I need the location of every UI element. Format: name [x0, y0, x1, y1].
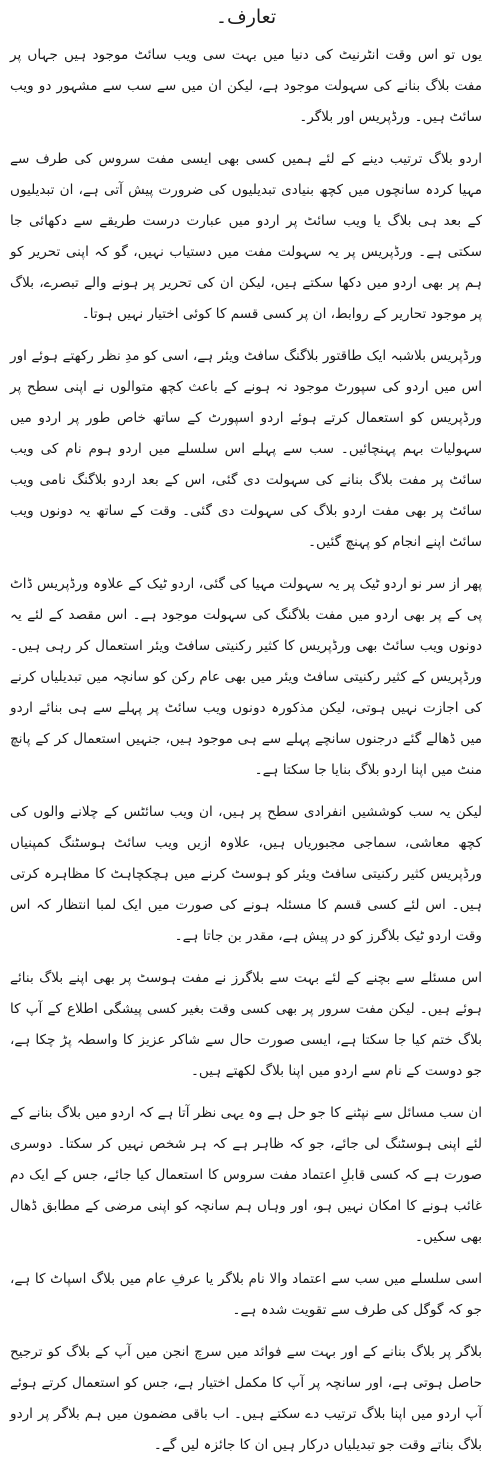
article-title: تعارف۔	[215, 6, 277, 28]
paragraph-urdu-blog-setup: اردو بلاگ ترتیب دینے کے لئے ہمیں کسی بھی ایسی مفت سروس کی طرف سے مہیا کردہ سانچوں میں کچھ بنیادی تبدیلیوں کی ضرورت پیش آتی ہے، ان تبدیلیوں کے بعد ہی بلاگ یا ویب سائٹ پر اردو میں عبارت درست طریقے سے دکھائی جا سکتی ہے۔ ورڈپریس پر یہ سہولت مفت میں دستیاب نہیں، گو کہ اپنی تحریر کو ہم پر بھی اردو میں دکھا سکتے ہیں، لیکن ان کی تحریر پر ہونے والے تبصرے، بلاگ پر موجود تحاریر کے روابط، ان پر کسی قسم کا کوئی اختیار نہیں ہوتا۔	[10, 151, 482, 322]
paragraph-urdutech: پھر از سر نو اردو ٹیک پر یہ سہولت مہیا کی گئی، اردو ٹیک کے علاوہ ورڈپریس ڈاٹ پی کے پر بھی اردو میں مفت بلاگنگ کی سہولت موجود ہے۔ اس مقصد کے لئے یہ دونوں ویب سائٹ بھی ورڈپریس کا کثیر رکنیتی سافٹ ویئر استعمال کر رہی ہیں۔ ورڈپریس کے کثیر رکنیتی سافٹ ویئر میں بھی عام رکن کو سانچہ میں تبدیلیاں کرنے کی اجازت نہیں ہوتی، لیکن مذکورہ دونوں ویب سائٹ پر پہلے سے ہی بنائے اردو میں ڈھالے گئے درجنوں سانچے پہلے سے ہی موجود ہیں، جنہیں استعمال کر کے پانچ منٹ میں اپنا اردو بلاگ بنایا جا سکتا ہے۔	[10, 576, 482, 778]
paragraph-wordpress: ورڈپریس بلاشبہ ایک طاقتور بلاگنگ سافٹ ویئر ہے، اسی کو مدِ نظر رکھتے ہوئے اور اس میں اردو کی سپورٹ موجود نہ ہونے کے باعث کچھ متوالوں نے اپنی سطح پر ورڈپریس کو استعمال کرتے ہوئے اردو اسپورٹ کے ساتھ خاص طور پر اردو میں سہولیات بہم پہنچائیں۔ سب سے پہلے اس سلسلے میں اردو ہوم نام کی ویب سائٹ پر مفت بلاگ بنانے کی سہولت دی گئی، اس کے بعد اردو بلاگنگ نامی ویب سائٹ پر بھی مفت اردو بلاگ کی سہولت دی گئی۔ وقت کے ساتھ یہ دونوں ویب سائٹ اپنے انجام کو پہنچ گئیں۔	[10, 348, 482, 550]
paragraph-benefits: بلاگر پر بلاگ بنانے کے اور بہت سے فوائد میں سرچ انجن میں آپ کے بلاگ کو ترجیح حاصل ہوتی ہے، اور سانچہ پر آپ کا مکمل اختیار ہے، جس کو استعمال کرتے ہوئے آپ اردو میں اپنا بلاگ ترتیب دے سکتے ہیں۔ اب باقی مضمون میں ہم بلاگر پر اردو بلاگ بناتے وقت جو تبدیلیاں درکار ہیں ان کا جائزہ لیں گے۔	[10, 1344, 482, 1453]
paragraph-individual-efforts: لیکن یہ سب کوششیں انفرادی سطح پر ہیں، ان ویب سائٹس کے چلانے والوں کی کچھ معاشی، سماجی مجبوریاں ہیں، علاوہ ازیں ویب سائٹ ہوسٹنگ کمپنیاں ورڈپریس کثیر رکنیتی سافٹ ویئر کو ہوسٹ کرنے میں ہچکچاہٹ کا مظاہرہ کرتی ہیں۔ اس لئے کسی قسم کا مسئلہ ہونے کی صورت میں ایک لمبا انتظار کہ اس وقت اردو ٹیک بلاگرز کو در پیش ہے، مقدر بن جاتا ہے۔	[10, 804, 482, 944]
paragraph-blogger: اسی سلسلے میں سب سے اعتماد والا نام بلاگر یا عرفِ عام میں بلاگ اسپاٹ کا ہے، جو کہ گوگل کی طرف سے تقویت شدہ ہے۔	[10, 1271, 482, 1318]
paragraph-free-hosting: اس مسئلے سے بچنے کے لئے بہت سے بلاگرز نے مفت ہوسٹ پر بھی اپنے بلاگ بنائے ہوئے ہیں۔ لیکن مفت سرور پر بھی کسی وقت بغیر کسی پیشگی اطلاع کے آپ کا بلاگ ختم کیا جا سکتا ہے، ایسی صورت حال سے شاکر عزیز کا واسطہ پڑ چکا ہے، جو دوست کے نام سے اردو میں اپنا بلاگ لکھتے ہیں۔	[10, 970, 482, 1079]
paragraph-intro: یوں تو اس وقت انٹرنیٹ کی دنیا میں بہت سی ویب سائٹ موجود ہیں جہاں پر مفت بلاگ بنانے کی سہولت موجود ہے، لیکن ان میں سے سب سے مشہور دو ویب سائٹ ہیں۔ ورڈپریس اور بلاگر۔	[10, 47, 482, 125]
paragraph-solution: ان سب مسائل سے نپٹنے کا جو حل ہے وہ یہی نظر آتا ہے کہ اردو میں بلاگ بنانے کے لئے اپنی ہوسٹنگ لی جائے، جو کہ ظاہر ہے کہ ہر شخص نہیں کر سکتا۔ دوسری صورت ہے کہ کسی قابلِ اعتماد مفت سروس کا استعمال کیا جائے، جس کے ایک دم غائب ہونے کا امکان نہیں ہو، اور وہاں ہم سانچہ کو اپنی مرضی کے مطابق ڈھال بھی سکیں۔	[10, 1105, 482, 1245]
